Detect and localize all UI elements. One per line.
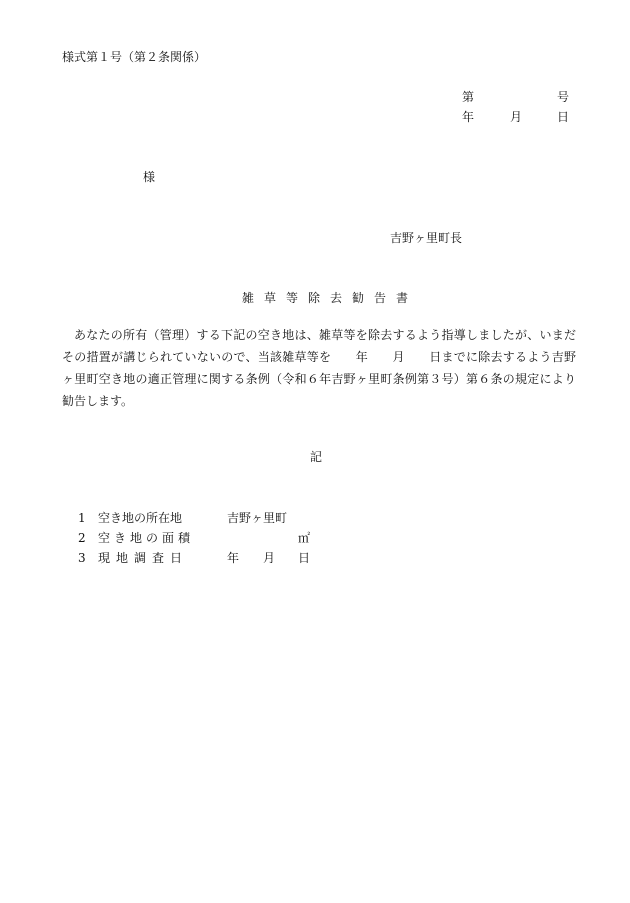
item-number: 1 [78,511,86,525]
item-number: 2 [78,531,86,545]
doc-number-suffix: 号 [557,90,570,104]
item-number: 3 [78,551,86,565]
doc-number-prefix: 第 [462,90,475,104]
date-year: 年 [462,110,475,124]
list-item [78,532,378,546]
item-value-month: 月 [263,551,276,565]
item-value: 吉野ヶ里町 [227,511,288,525]
addressee-honorific: 様 [143,170,156,184]
body-paragraph: あなたの所有（管理）する下記の空き地は、雑草等を除去するよう指導しましたが、いまだその措置が講じられていないので、当該雑草等を 年 月 日までに除去するよう吉野ヶ里町空き地の適正管理に関する条例（令和６年吉野ヶ里町条例第３号）第６条の規定により勧告します。 [62,328,576,408]
item-label: 現地調査日 [98,551,189,565]
document-title: 雑草等除去勧告書 [242,291,419,305]
date-month: 月 [510,110,523,124]
date-day: 日 [557,110,570,124]
item-label: 空き地の所在地 [98,511,183,525]
list-item [78,552,378,566]
item-value: ㎡ [298,531,311,545]
note-label: 記 [310,450,323,464]
item-value-year: 年 [227,551,240,565]
sender-title: 吉野ヶ里町長 [390,231,463,245]
item-label: 空き地の面積 [98,531,195,545]
list-item [78,512,378,526]
item-value-day: 日 [298,551,311,565]
form-label: 様式第１号（第２条関係） [62,50,207,64]
